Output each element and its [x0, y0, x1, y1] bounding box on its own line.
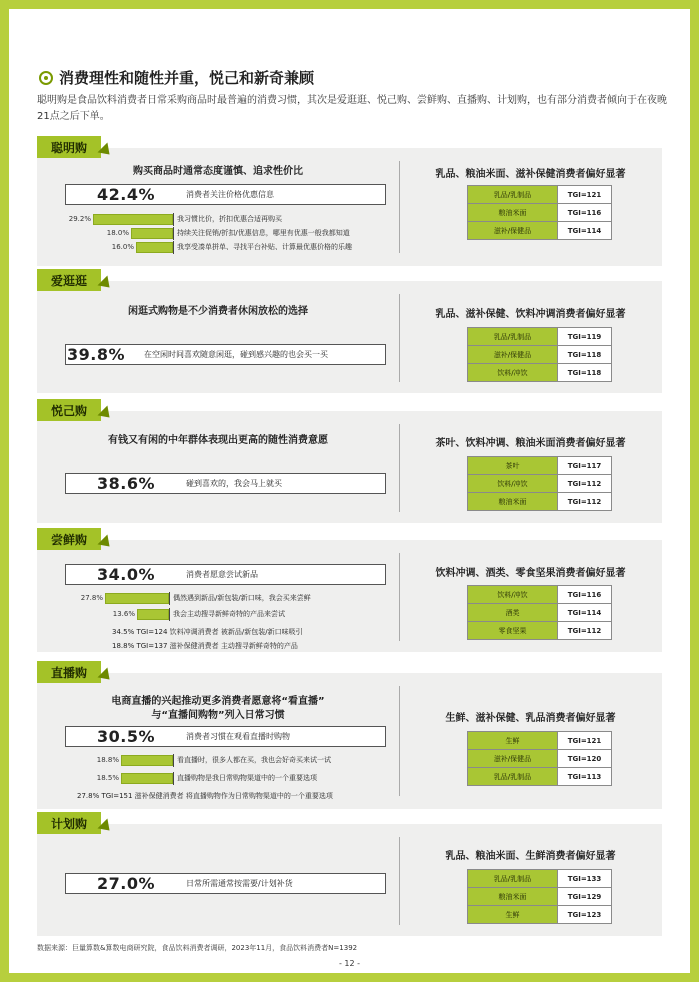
bar-axis-line [173, 241, 174, 254]
intro-paragraph: 聪明购是食品饮料消费者日常采购商品时最普遍的消费习惯，其次是爱逛逛、悦己购、尝鲜购、直播购、计划购，也有部分消费者倾向于在夜晚21点之后下单。 [37, 95, 667, 122]
tgi-table [467, 456, 612, 511]
title-row [39, 67, 314, 88]
bar-row [65, 227, 350, 239]
section-tag: 聪明购 [37, 136, 101, 158]
tgi-category: 饮料/冲饮 [468, 586, 558, 604]
bar-axis-line [169, 608, 170, 621]
tgi-value: TGI=112 [558, 622, 612, 640]
bar-percent: 13.6% [112, 610, 135, 618]
tgi-category: 粮油米面 [468, 204, 558, 222]
headline-percent: 39.8% [66, 345, 125, 364]
tgi-row [468, 328, 612, 346]
section-smart-buy [37, 136, 662, 266]
bar-row [65, 241, 352, 253]
tgi-note: 18.8% TGI=137 滋补保健消费者 主动搜寻新鲜奇特的产品 [112, 642, 298, 650]
tgi-row [468, 186, 612, 204]
tgi-row [468, 870, 612, 888]
bar-label: 看直播时，很多人都在买，我也会好奇买来试一试 [177, 756, 331, 764]
tgi-row [468, 364, 612, 382]
headline-percent: 34.0% [96, 565, 155, 584]
bar-label: 我享受凑单拼单、寻找平台补贴、计算最优惠价格的乐趣 [177, 243, 352, 251]
tgi-note: 27.8% TGI=151 滋补保健消费者 将直播购物作为日常购物渠道中的一个重要选项 [77, 792, 333, 800]
tgi-value: TGI=119 [558, 328, 612, 346]
bar-fill [136, 242, 173, 253]
data-source-note: 数据来源：巨量算数&算数电商研究院，食品饮料消费者调研，2023年11月，食品饮料消费者N=1392 [37, 944, 358, 952]
headline-stat-box [65, 726, 386, 747]
tgi-category: 乳品/乳制品 [468, 768, 558, 786]
bar-label: 我会主动搜寻新鲜奇特的产品来尝试 [173, 610, 285, 618]
tgi-category: 饮料/冲饮 [468, 475, 558, 493]
page-title: 消费理性和随性并重，悦己和新奇兼顾 [59, 69, 315, 87]
bar-axis-line [173, 213, 174, 226]
tgi-row [468, 768, 612, 786]
section-tag: 悦己购 [37, 399, 101, 421]
headline-stat-box [65, 564, 386, 585]
tgi-note: 34.5% TGI=124 饮料冲调消费者 被新品/新包装/新口味吸引 [112, 628, 303, 636]
tgi-category: 乳品/乳制品 [468, 870, 558, 888]
tgi-row [468, 457, 612, 475]
tgi-category: 滋补/保健品 [468, 346, 558, 364]
tgi-category: 茶叶 [468, 457, 558, 475]
tgi-value: TGI=112 [558, 475, 612, 493]
preference-heading: 乳品、滋补保健、饮料冲调消费者偏好显著 [435, 309, 626, 320]
preference-heading: 生鲜、滋补保健、乳品消费者偏好显著 [445, 713, 616, 724]
section-tag: 直播购 [37, 661, 101, 683]
bar-percent: 27.8% [80, 594, 103, 602]
bar-percent: 16.0% [111, 243, 134, 251]
section-heading-line-2: 与“直播间购物”列入日常习惯 [151, 710, 285, 721]
preference-heading: 茶叶、饮料冲调、粮油米面消费者偏好显著 [435, 438, 626, 449]
bar-row [65, 772, 317, 784]
headline-text: 在空闲时间喜欢随意闲逛，碰到感兴趣的也会买一买 [144, 350, 328, 359]
tgi-row [468, 604, 612, 622]
section-heading: 闲逛式购物是不少消费者休闲放松的选择 [128, 306, 308, 317]
section-heading-line-1: 电商直播的兴起推动更多消费者愿意将“看直播” [111, 696, 325, 707]
tgi-value: TGI=123 [558, 906, 612, 924]
bar-row [65, 592, 311, 604]
bar-percent: 18.5% [96, 774, 119, 782]
bar-fill [137, 609, 169, 620]
headline-stat-box [65, 473, 386, 494]
bar-row [65, 213, 282, 225]
target-bullet-icon [39, 71, 53, 85]
tgi-category: 饮料/冲饮 [468, 364, 558, 382]
tgi-value: TGI=121 [558, 186, 612, 204]
tgi-value: TGI=116 [558, 586, 612, 604]
section-tag: 计划购 [37, 812, 101, 834]
bar-axis-line [173, 227, 174, 240]
bar-axis-line [173, 772, 174, 785]
bar-label: 偶然遇到新品/新包装/新口味，我会买来尝鲜 [173, 594, 311, 602]
tgi-category: 滋补/保健品 [468, 750, 558, 768]
section-planned-buy [37, 812, 662, 936]
tgi-table [467, 585, 612, 640]
tgi-row [468, 622, 612, 640]
tgi-table [467, 869, 612, 924]
headline-percent: 42.4% [96, 185, 155, 204]
tgi-row [468, 204, 612, 222]
tgi-row [468, 346, 612, 364]
tgi-table [467, 731, 612, 786]
section-tag: 尝鲜购 [37, 528, 101, 550]
tgi-table [467, 327, 612, 382]
bar-label: 我习惯比价，折扣优惠合适再购买 [177, 215, 282, 223]
tgi-value: TGI=114 [558, 604, 612, 622]
bar-axis-line [173, 754, 174, 767]
headline-text: 消费者关注价格优惠信息 [186, 190, 274, 199]
tgi-category: 粮油米面 [468, 888, 558, 906]
headline-text: 碰到喜欢的，我会马上就买 [186, 479, 282, 488]
tgi-category: 滋补/保健品 [468, 222, 558, 240]
tgi-category: 生鲜 [468, 906, 558, 924]
tgi-row [468, 586, 612, 604]
section-heading: 购买商品时通常态度谨慎、追求性价比 [133, 166, 303, 177]
section-self-pleasure-buy [37, 399, 662, 523]
headline-percent: 27.0% [96, 874, 155, 893]
tgi-value: TGI=116 [558, 204, 612, 222]
tgi-table [467, 185, 612, 240]
tgi-row [468, 493, 612, 511]
bar-row [65, 754, 331, 766]
tgi-category: 零食坚果 [468, 622, 558, 640]
tgi-row [468, 888, 612, 906]
tgi-value: TGI=112 [558, 493, 612, 511]
bar-fill [121, 773, 173, 784]
tgi-value: TGI=113 [558, 768, 612, 786]
headline-percent: 38.6% [96, 474, 155, 493]
column-divider [399, 686, 400, 796]
tgi-category: 粮油米面 [468, 493, 558, 511]
headline-stat-box [65, 344, 386, 365]
headline-text: 消费者习惯在观看直播时购物 [186, 732, 290, 741]
tgi-row [468, 906, 612, 924]
bar-percent: 29.2% [68, 215, 91, 223]
bar-fill [93, 214, 173, 225]
section-tag: 爱逛逛 [37, 269, 101, 291]
tgi-value: TGI=129 [558, 888, 612, 906]
tgi-category: 酒类 [468, 604, 558, 622]
headline-text: 消费者愿意尝试新品 [186, 570, 258, 579]
section-browse-buy [37, 269, 662, 393]
preference-heading: 乳品、粮油米面、生鲜消费者偏好显著 [445, 851, 616, 862]
headline-text: 日常所需通常按需要/计划补货 [186, 879, 293, 888]
tgi-row [468, 750, 612, 768]
tgi-value: TGI=121 [558, 732, 612, 750]
tgi-row [468, 222, 612, 240]
tgi-value: TGI=120 [558, 750, 612, 768]
page-number: - 12 - [338, 959, 361, 968]
bar-label: 直播购物是我日常购物渠道中的一个重要选项 [177, 774, 317, 782]
bar-fill [105, 593, 169, 604]
tgi-value: TGI=117 [558, 457, 612, 475]
tgi-category: 生鲜 [468, 732, 558, 750]
headline-stat-box [65, 873, 386, 894]
bar-percent: 18.8% [96, 756, 119, 764]
tgi-value: TGI=133 [558, 870, 612, 888]
tgi-row [468, 732, 612, 750]
section-heading: 有钱又有闲的中年群体表现出更高的随性消费意愿 [108, 435, 328, 446]
headline-stat-box [65, 184, 386, 205]
preference-heading: 乳品、粮油米面、滋补保健消费者偏好显著 [435, 169, 626, 180]
section-livestream-buy [37, 661, 662, 809]
bar-label: 持续关注促销/折扣/优惠信息，哪里有优惠一般我都知道 [177, 229, 350, 237]
report-page [9, 9, 690, 973]
tgi-value: TGI=118 [558, 346, 612, 364]
bar-row [65, 608, 285, 620]
bar-fill [131, 228, 173, 239]
section-novelty-buy [37, 528, 662, 652]
preference-heading: 饮料冲调、酒类、零食坚果消费者偏好显著 [435, 568, 626, 579]
bar-axis-line [169, 592, 170, 605]
tgi-value: TGI=118 [558, 364, 612, 382]
bar-fill [121, 755, 173, 766]
headline-percent: 30.5% [96, 727, 155, 746]
tgi-category: 乳品/乳制品 [468, 186, 558, 204]
tgi-row [468, 475, 612, 493]
tgi-value: TGI=114 [558, 222, 612, 240]
bar-percent: 18.0% [106, 229, 129, 237]
tgi-category: 乳品/乳制品 [468, 328, 558, 346]
